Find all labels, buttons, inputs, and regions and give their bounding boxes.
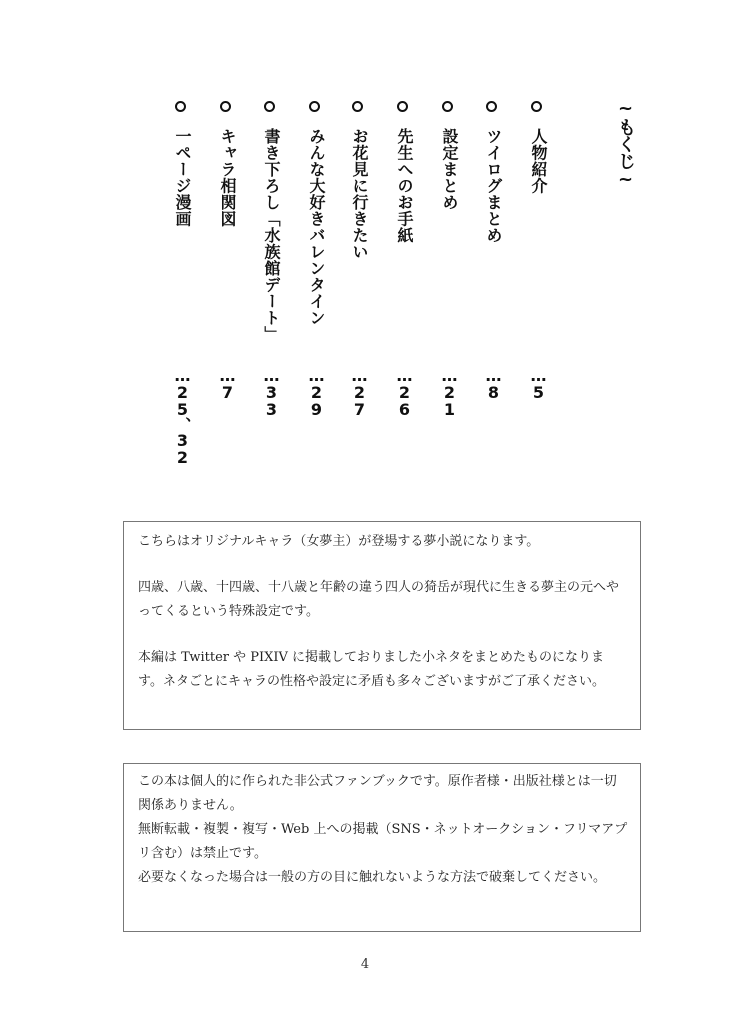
toc-item-page: …25、32 <box>173 366 192 465</box>
toc-item <box>214 101 240 481</box>
intro-paragraph: 四歳、八歳、十四歳、十八歳と年齢の違う四人の猗岳が現代に生きる夢主の元へやってくるという特殊設定です。 <box>138 580 620 619</box>
toc-title: ~もくじ~ <box>615 98 636 189</box>
toc-item-label: みんな大好きバレンタイン <box>307 128 326 326</box>
circle-bullet-icon <box>309 101 320 112</box>
toc-item-page: …26 <box>395 366 414 417</box>
toc-item <box>169 101 195 481</box>
toc-item-label: 一ページ漫画 <box>173 128 192 227</box>
toc-item-page: …21 <box>440 366 459 417</box>
toc-item-label: キャラ相関図 <box>218 128 237 227</box>
toc-item-label: 先生へのお手紙 <box>395 128 414 244</box>
intro-paragraph: 本編は Twitter や PIXIV に掲載しておりました小ネタをまとめたものになります。ネタごとにキャラの性格や設定に矛盾も多々ございますがご了承ください。 <box>138 650 605 689</box>
circle-bullet-icon <box>352 101 363 112</box>
circle-bullet-icon <box>220 101 231 112</box>
toc-item <box>525 101 551 481</box>
notice-line: 必要なくなった場合は一般の方の目に触れないような方法で破棄してください。 <box>138 870 607 885</box>
toc-item <box>480 101 506 481</box>
circle-bullet-icon <box>442 101 453 112</box>
toc-item-label: 書き下ろし「水族館デート」 <box>262 128 281 343</box>
notice-box <box>123 763 641 932</box>
intro-paragraph: こちらはオリジナルキャラ（女夢主）が登場する夢小説になります。 <box>138 534 540 549</box>
toc-item-label: 設定まとめ <box>440 128 459 211</box>
toc-item-page: …7 <box>218 366 237 400</box>
intro-note-box <box>123 521 641 730</box>
circle-bullet-icon <box>397 101 408 112</box>
toc-item <box>258 101 284 481</box>
circle-bullet-icon <box>264 101 275 112</box>
toc-item <box>391 101 417 481</box>
toc-item-page: …5 <box>529 366 548 400</box>
circle-bullet-icon <box>175 101 186 112</box>
toc-item-page: …29 <box>307 366 326 417</box>
toc-item-page: …8 <box>484 366 503 400</box>
circle-bullet-icon <box>531 101 542 112</box>
toc-item-label: 人物紹介 <box>529 128 548 194</box>
toc-item-page: …33 <box>262 366 281 417</box>
circle-bullet-icon <box>486 101 497 112</box>
toc-item-label: お花見に行きたい <box>350 128 369 260</box>
notice-line: この本は個人的に作られた非公式ファンブックです。原作者様・出版社様とは一切関係ありません。 <box>138 774 617 813</box>
toc-item-page: …27 <box>350 366 369 417</box>
toc-item-label: ツイログまとめ <box>484 128 503 244</box>
notice-line: 無断転載・複製・複写・Web 上への掲載（SNS・ネットオークション・フリマアプリ含む）は禁止です。 <box>138 822 628 861</box>
toc-item <box>303 101 329 481</box>
toc-item <box>436 101 462 481</box>
toc-item <box>346 101 372 481</box>
page-number: 4 <box>360 957 370 972</box>
